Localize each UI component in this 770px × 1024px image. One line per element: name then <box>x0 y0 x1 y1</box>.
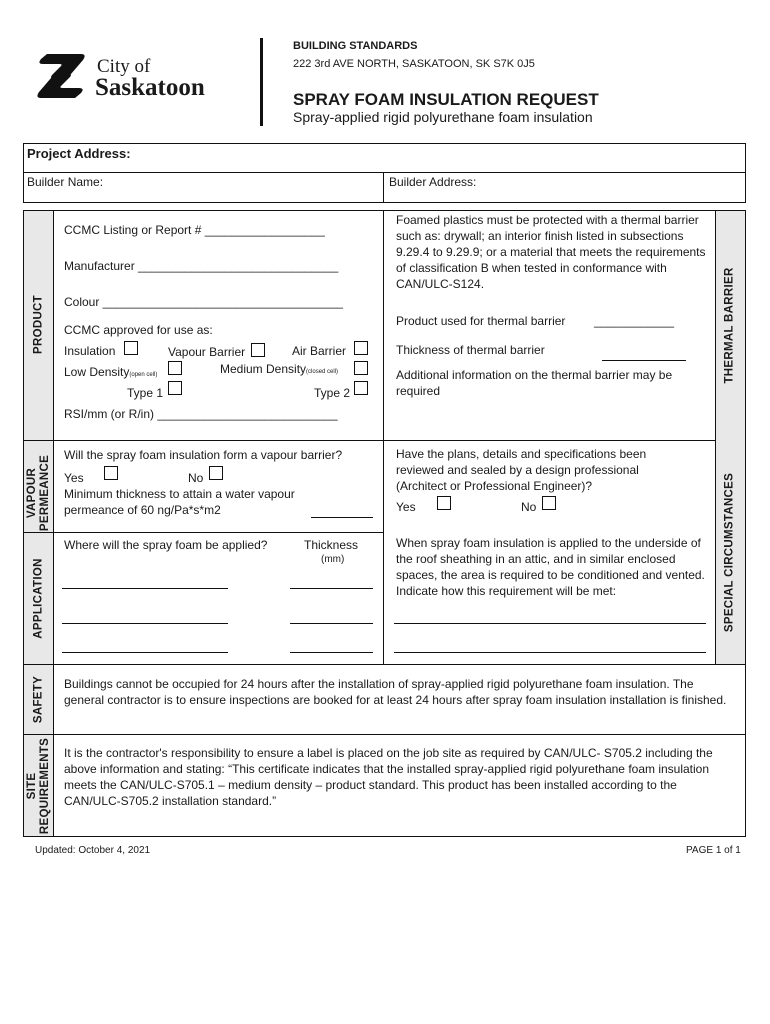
section-label-thermal: THERMAL BARRIER <box>723 267 736 384</box>
vapour-label-1: VAPOUR <box>26 467 38 519</box>
medium-density-label <box>220 361 338 380</box>
builder-address-label: Builder Address: <box>389 175 477 189</box>
thermal-barrier-intro: Foamed plastics must be protected with a thermal barrier such as: drywall; an interior finish listed in subsections 9.29.4 to 9.29.9; or a material that meets the requirements of classification B when tested in conformance with CAN/ULC-S124. <box>396 213 706 291</box>
application-location-field-2[interactable] <box>62 623 228 624</box>
roof-requirement-field-1[interactable] <box>394 623 706 624</box>
page-subtitle: Spray-applied rigid polyurethane foam insulation <box>293 109 593 125</box>
plans-no-label: No <box>521 500 537 514</box>
site-requirements-text: It is the contractor's responsibility to ensure a label is placed on the job site as required by CAN/ULC- S705.2 including the above information and stating: “This certificate indicates that the installed spray-applied rigid polyurethane foam insulation meets the CAN/ULC-S705.1 – medium density – product standard. This product has been installed according to the CAN/ULC-S705.2 installation standard.” <box>64 746 713 808</box>
safety-text: Buildings cannot be occupied for 24 hours after the installation of spray-applied rigid polyurethane foam insulation. The general contractor is to ensure inspections are booked for at least 24 hours after spray foam insulation installation is finished. <box>64 677 727 707</box>
page-title: SPRAY FOAM INSULATION REQUEST <box>293 90 599 109</box>
application-thickness-field-2[interactable] <box>290 623 373 624</box>
department-name: BUILDING STANDARDS <box>293 40 418 52</box>
logo-saskatoon: Saskatoon <box>95 74 205 101</box>
center-divider <box>383 210 384 665</box>
vapour-yes-checkbox[interactable] <box>104 466 118 480</box>
builder-divider <box>383 172 384 203</box>
site-label-1: SITE <box>26 772 38 800</box>
plans-yes-checkbox[interactable] <box>437 496 451 510</box>
type1-checkbox[interactable] <box>168 381 182 395</box>
type2-checkbox[interactable] <box>354 381 368 395</box>
section-label-application: APPLICATION <box>32 558 45 639</box>
colour-field[interactable]: Colour ____________________________________ <box>64 295 343 309</box>
application-thickness-field-1[interactable] <box>290 588 373 589</box>
project-divider <box>23 172 746 173</box>
section-label-vapour <box>26 433 52 553</box>
application-thickness-field-3[interactable] <box>290 652 373 653</box>
plans-no-checkbox[interactable] <box>542 496 556 510</box>
roof-sheathing-text: When spray foam insulation is applied to the underside of the roof sheathing in an attic, and in similar enclosed spaces, the area is required to be conditioned and vented. Indicate how this requirement will be met: <box>396 536 705 598</box>
air-barrier-checkbox[interactable] <box>354 341 368 355</box>
section-label-product: PRODUCT <box>32 295 45 354</box>
project-address-label: Project Address: <box>27 146 131 161</box>
city-logo <box>33 52 223 102</box>
thickness-barrier-label: Thickness of thermal barrier <box>396 343 545 357</box>
section-label-safety: SAFETY <box>32 675 45 724</box>
insulation-checkbox[interactable] <box>124 341 138 355</box>
closed-cell-text: (closed cell) <box>306 369 339 375</box>
department-address: 222 3rd AVE NORTH, SASKATOON, SK S7K 0J5 <box>293 58 535 70</box>
vapour-no-checkbox[interactable] <box>209 466 223 480</box>
site-label-2: REQUIREMENTS <box>39 737 51 835</box>
section-label-site <box>26 726 52 846</box>
ccmc-approved-label: CCMC approved for use as: <box>64 323 213 337</box>
product-used-field[interactable]: ____________ <box>594 314 675 328</box>
builder-name-label: Builder Name: <box>27 175 104 189</box>
thickness-barrier-field[interactable] <box>602 360 686 361</box>
project-info-box <box>23 143 746 203</box>
vapour-yes-label: Yes <box>64 471 84 485</box>
vapour-label-2: PERMEANCE <box>39 454 51 532</box>
open-cell-text: (open cell) <box>129 372 158 378</box>
product-used-label: Product used for thermal barrier <box>396 314 566 328</box>
logo-city-of: City of <box>97 56 151 77</box>
vapour-no-label: No <box>188 471 204 485</box>
vapour-barrier-checkbox[interactable] <box>251 343 265 357</box>
medium-density-text: Medium Density <box>220 362 307 376</box>
insulation-label: Insulation <box>64 344 116 358</box>
min-thickness-field[interactable] <box>311 517 373 518</box>
header-divider <box>260 38 263 126</box>
page-number: PAGE 1 of 1 <box>686 845 741 856</box>
air-barrier-label: Air Barrier <box>292 344 347 358</box>
thickness-unit-label: (mm) <box>321 554 345 565</box>
roof-requirement-field-2[interactable] <box>394 652 706 653</box>
manufacturer-field[interactable]: Manufacturer ______________________________ <box>64 259 339 273</box>
thickness-column-label: Thickness <box>304 538 359 552</box>
section-label-special: SPECIAL CIRCUMSTANCES <box>723 472 736 633</box>
low-density-checkbox[interactable] <box>168 361 182 375</box>
updated-date: Updated: October 4, 2021 <box>35 845 151 856</box>
ccmc-listing-field[interactable]: CCMC Listing or Report # __________________ <box>64 223 325 237</box>
plans-reviewed-question: Have the plans, details and specifications been reviewed and sealed by a design professional (Architect or Professional Engineer)? <box>396 447 647 493</box>
plans-yes-label: Yes <box>396 500 416 514</box>
min-thickness-text: Minimum thickness to attain a water vapour permeance of 60 ng/Pa*s*m2 <box>64 487 295 517</box>
additional-info-text: Additional information on the thermal barrier may be required <box>396 368 673 398</box>
medium-density-checkbox[interactable] <box>354 361 368 375</box>
vapour-barrier-label: Vapour Barrier <box>168 345 246 359</box>
type2-label: Type 2 <box>314 386 351 400</box>
rsi-field[interactable]: RSI/mm (or R/in) ___________________________ <box>64 407 338 421</box>
application-location-field-1[interactable] <box>62 588 228 589</box>
vapour-barrier-question: Will the spray foam insulation form a vapour barrier? <box>64 448 343 462</box>
where-applied-label: Where will the spray foam be applied? <box>64 538 268 552</box>
saskatoon-logo-icon <box>33 52 89 100</box>
low-density-label <box>64 364 157 383</box>
application-location-field-3[interactable] <box>62 652 228 653</box>
low-density-text: Low Density <box>64 365 130 379</box>
type1-label: Type 1 <box>127 386 164 400</box>
